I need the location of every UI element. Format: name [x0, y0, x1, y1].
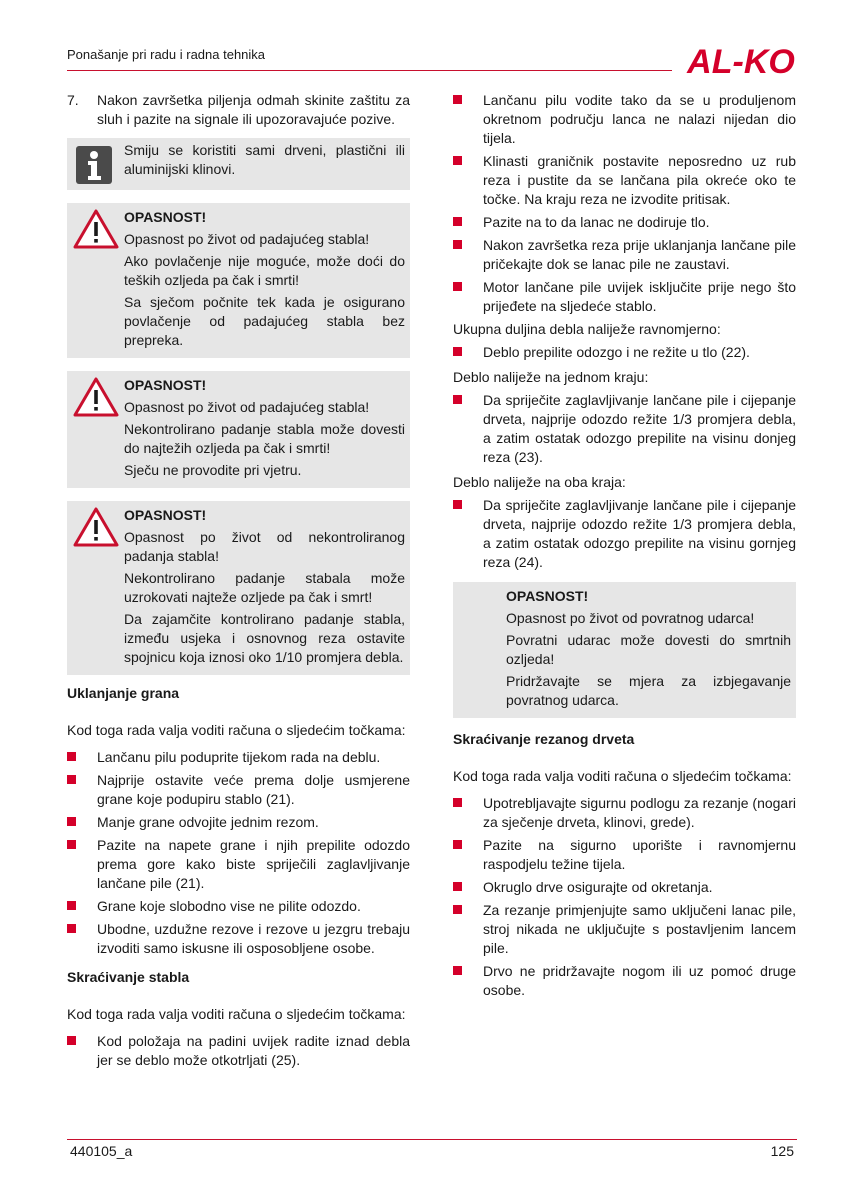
bullet-square-icon	[453, 347, 462, 356]
step-number: 7.	[67, 92, 79, 108]
bullet-square-icon	[453, 95, 462, 104]
step-text: Nakon završetka piljenja odmah skinite zaštitu za sluh i pazite na signale ili upozoravajuće pozive.	[97, 92, 410, 127]
section-heading-trunk: Skraćivanje stabla	[67, 969, 190, 985]
list-item: Da spriječite zaglavljivanje lančane pile i cijepanje drveta, najprije odozdo režite 1/3 promjera debla, a zatim ostatak odozgo prepilite na visinu donjeg reza (23).	[453, 391, 796, 467]
danger-line: Pridržavajte se mjera za izbjegavanje povratnog udarca.	[506, 673, 791, 708]
document-number: 440105_a	[70, 1143, 133, 1159]
danger-title: OPASNOST!	[124, 377, 207, 393]
bullet-square-icon	[67, 752, 76, 761]
danger-line: Nekontrolirano padanje stabala može uzrokovati najteže ozljede pa čak i smrt!	[124, 570, 405, 605]
danger-line: Opasnost po život od padajućeg stabla!	[124, 399, 370, 415]
bullet-square-icon	[453, 966, 462, 975]
bullet-square-icon	[453, 840, 462, 849]
list-item: Ubodne, uzdužne rezove i rezove u jezgru trebaju izvoditi samo iskusne ili osposobljene osobe.	[67, 920, 410, 958]
footer-divider	[67, 1139, 797, 1140]
bullet-square-icon	[67, 901, 76, 910]
danger-box-3	[67, 501, 410, 675]
info-note-box	[67, 138, 410, 190]
bullet-square-icon	[453, 156, 462, 165]
section-intro: Kod toga rada valja voditi računa o sljedećim točkama:	[453, 768, 792, 784]
list-item: Lančanu pilu poduprite tijekom rada na deblu.	[67, 748, 410, 767]
list-item: Za rezanje primjenjujte samo uključeni lanac pile, stroj nikada ne uključujte s postavljenim lancem pile.	[453, 901, 796, 958]
list-item: Motor lančane pile uvijek isključite prije nego što prijeđete na sljedeće stablo.	[453, 278, 796, 316]
case-label: Ukupna duljina debla naliježe ravnomjerno:	[453, 321, 721, 337]
bullet-square-icon	[453, 500, 462, 509]
list-item: Deblo prepilite odozgo i ne režite u tlo (22).	[453, 343, 796, 362]
bullet-square-icon	[453, 798, 462, 807]
section-heading-branches: Uklanjanje grana	[67, 685, 180, 701]
bullet-square-icon	[67, 924, 76, 933]
bullet-square-icon	[67, 817, 76, 826]
list-item: Okruglo drve osigurajte od okretanja.	[453, 878, 796, 897]
list-item: Da spriječite zaglavljivanje lančane pile i cijepanje drveta, najprije odozdo režite 1/3 promjera debla, a zatim ostatak odozgo prepilite na visinu gornjeg reza (24).	[453, 496, 796, 572]
bullet-square-icon	[453, 395, 462, 404]
danger-line: Sa sječom počnite tek kada je osigurano povlačenje od padajućeg stabla bez prepreka.	[124, 294, 405, 348]
cutting-list	[453, 91, 796, 316]
info-icon	[76, 146, 112, 184]
list-item: Pazite na sigurno uporište i ravnomjernu raspodjelu težine tijela.	[453, 836, 796, 874]
list-item: Pazite na to da lanac ne dodiruje tlo.	[453, 213, 796, 232]
danger-line: Sječu ne provodite pri vjetru.	[124, 462, 302, 478]
case2-list	[453, 391, 796, 467]
branches-list	[67, 748, 410, 958]
case1-list	[453, 343, 796, 362]
bullet-square-icon	[453, 905, 462, 914]
danger-title: OPASNOST!	[506, 588, 589, 604]
list-item: Nakon završetka reza prije uklanjanja lančane pile pričekajte dok se lanac pile ne zaustavi.	[453, 236, 796, 274]
right-column	[453, 91, 796, 1010]
list-item: Pazite na napete grane i njih prepilite odozdo prema gore kako biste spriječili zaglavljivanje lančane pile (21).	[67, 836, 410, 893]
danger-line: Opasnost po život od nekontroliranog padanja stabla!	[124, 529, 405, 564]
list-item: Grane koje slobodno vise ne pilite odozdo.	[67, 897, 410, 916]
bullet-square-icon	[453, 882, 462, 891]
page-number: 125	[770, 1143, 794, 1159]
danger-box-2	[67, 371, 410, 488]
danger-line: Opasnost po život od povratnog udarca!	[506, 610, 755, 626]
section-intro: Kod toga rada valja voditi računa o sljedećim točkama:	[67, 722, 406, 738]
list-item: Manje grane odvojite jednim rezom.	[67, 813, 410, 832]
bullet-square-icon	[67, 775, 76, 784]
section-heading-shortening: Skraćivanje rezanog drveta	[453, 731, 635, 747]
danger-box-4	[453, 582, 796, 718]
left-column	[67, 91, 410, 1080]
list-item: Klinasti graničnik postavite neposredno uz rub reza i pustite da se lančana pila okreće oko te točke. Na kraju reza ne izvodite pritisak.	[453, 152, 796, 209]
danger-line: Opasnost po život od padajućeg stabla!	[124, 231, 370, 247]
step-7	[67, 91, 410, 129]
list-item: Upotrebljavajte sigurnu podlogu za rezanje (nogari za sječenje drveta, klinovi, grede).	[453, 794, 796, 832]
bullet-square-icon	[453, 217, 462, 226]
case-label: Deblo naliježe na jednom kraju:	[453, 369, 649, 385]
trunk-list	[67, 1032, 410, 1070]
list-item: Najprije ostavite veće prema dolje usmjerene grane koje podupiru stablo (21).	[67, 771, 410, 809]
section-intro: Kod toga rada valja voditi računa o sljedećim točkama:	[67, 1006, 406, 1022]
bullet-square-icon	[67, 1036, 76, 1045]
alko-logo	[682, 44, 800, 76]
list-item: Drvo ne pridržavajte nogom ili uz pomoć druge osobe.	[453, 962, 796, 1000]
danger-box-1	[67, 203, 410, 358]
danger-line: Ako povlačenje nije moguće, može doći do teških ozljeda pa čak i smrti!	[124, 253, 405, 288]
logo-text: AL-KO	[687, 44, 795, 76]
list-item: Lančanu pilu vodite tako da se u produljenom okretnom području lanca ne nalazi nijedan dio tijela.	[453, 91, 796, 148]
info-note-text: Smiju se koristiti sami drveni, plastični ili aluminijski klinovi.	[124, 142, 405, 177]
danger-title: OPASNOST!	[124, 209, 207, 225]
case-label: Deblo naliježe na oba kraja:	[453, 474, 626, 490]
danger-line: Povratni udarac može dovesti do smrtnih ozljeda!	[506, 632, 791, 667]
header-title: Ponašanje pri radu i radna tehnika	[67, 47, 266, 62]
shortening-list	[453, 794, 796, 1000]
danger-line: Da zajamčite kontrolirano padanje stabla, između usjeka i osnovnog reza ostavite spojnicu koja iznosi oko 1/10 promjera debla.	[124, 611, 405, 665]
warning-triangle-icon	[73, 377, 119, 417]
case3-list	[453, 496, 796, 572]
bullet-square-icon	[453, 282, 462, 291]
list-item: Kod položaja na padini uvijek radite iznad debla jer se deblo može otkotrljati (25).	[67, 1032, 410, 1070]
warning-triangle-icon	[73, 209, 119, 249]
header-divider	[67, 70, 672, 71]
warning-triangle-icon	[73, 507, 119, 547]
danger-line: Nekontrolirano padanje stabla može dovesti do najtežih ozljeda pa čak i smrti!	[124, 421, 405, 456]
bullet-square-icon	[67, 840, 76, 849]
bullet-square-icon	[453, 240, 462, 249]
danger-title: OPASNOST!	[124, 507, 207, 523]
